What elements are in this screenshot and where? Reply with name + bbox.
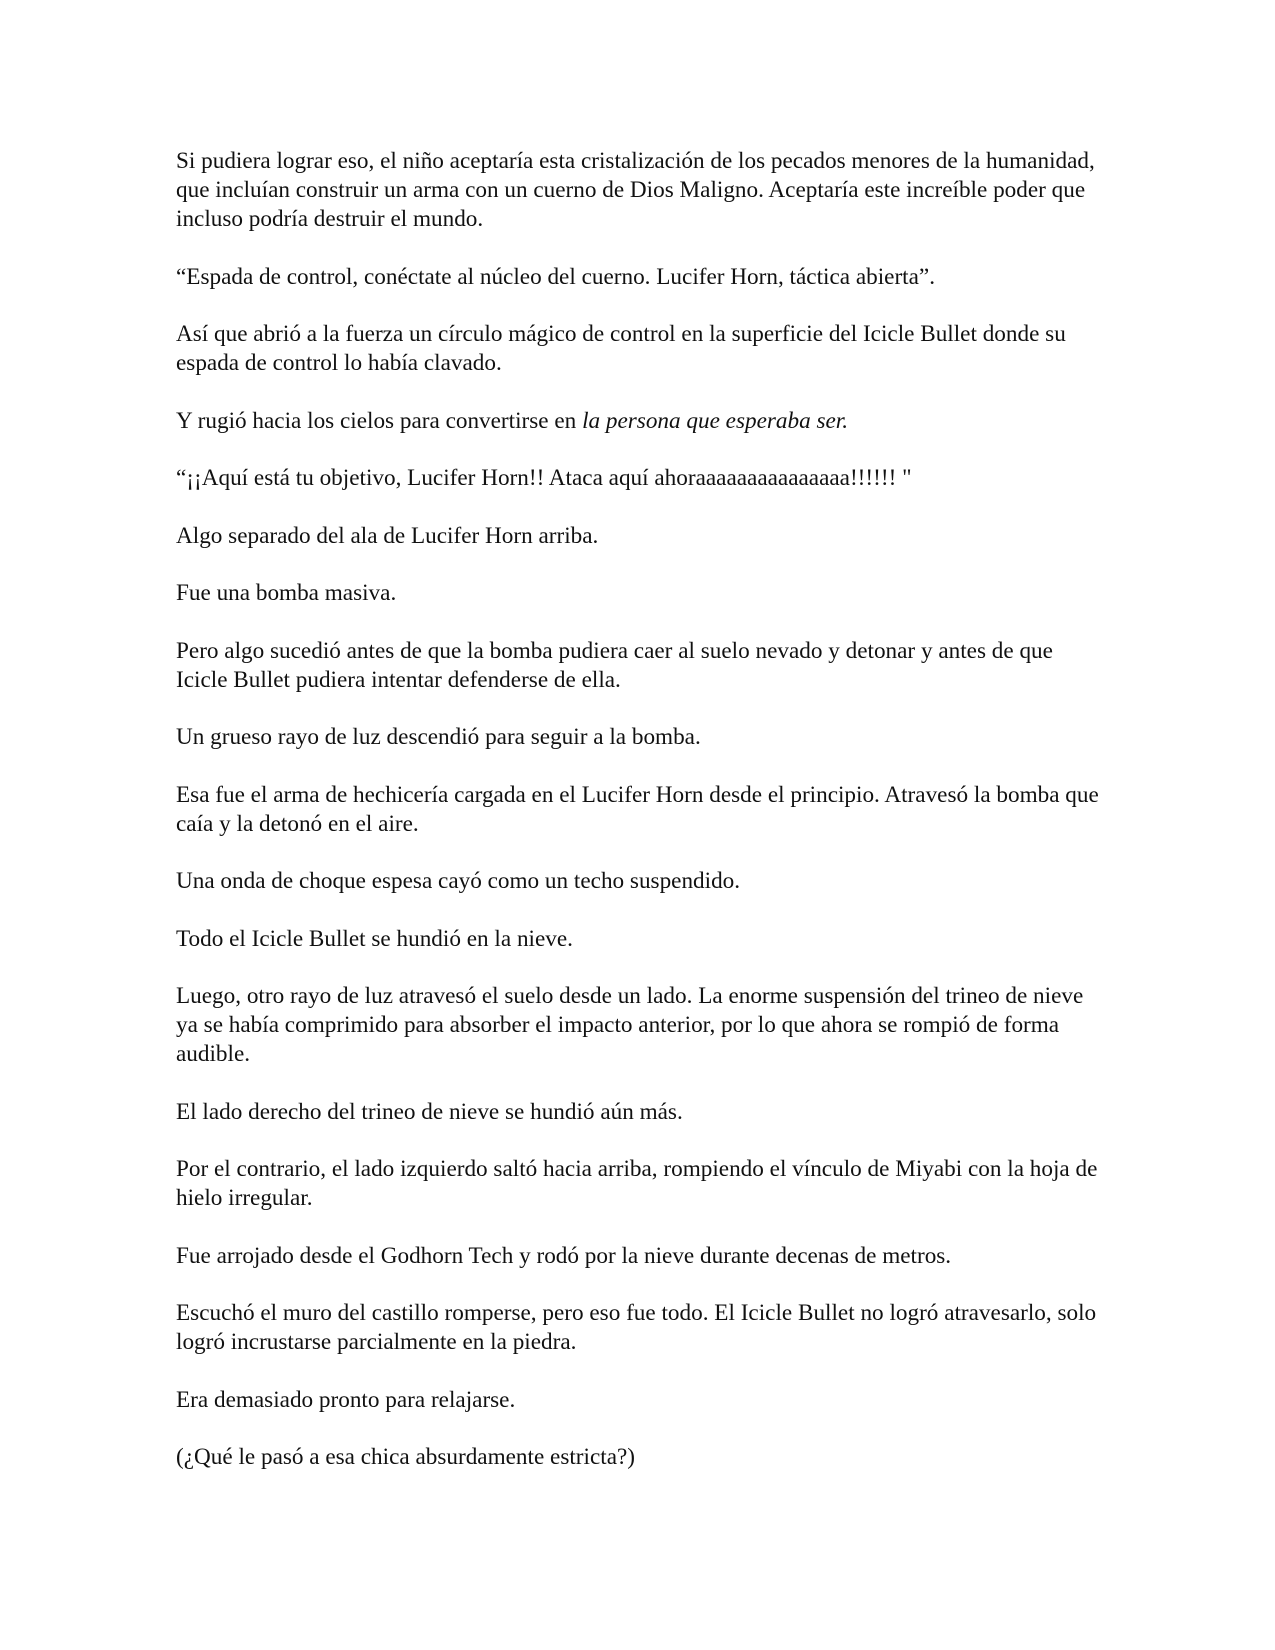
paragraph-text: Era demasiado pronto para relajarse. — [176, 1386, 516, 1413]
paragraph — [176, 982, 1100, 1069]
paragraph — [176, 1242, 1100, 1271]
paragraph-text: “¡¡Aquí está tu objetivo, Lucifer Horn!! Ataca aquí ahoraaaaaaaaaaaaaaa!!!!!! " — [176, 465, 912, 491]
paragraph — [176, 464, 1100, 493]
paragraph-text: Escuchó el muro del castillo romperse, pero eso fue todo. El Icicle Bullet no logró atravesarlo, solo logró incrustarse parcialmente en la piedra. — [176, 1300, 1097, 1355]
paragraph — [176, 867, 1100, 896]
paragraph-text: Así que abrió a la fuerza un círculo mágico de control en la superficie del Icicle Bullet donde su espada de control lo había clavado. — [176, 321, 1066, 376]
paragraph — [176, 522, 1100, 551]
body-text — [176, 147, 1100, 1501]
paragraph — [176, 147, 1100, 234]
paragraph — [176, 579, 1100, 608]
paragraph — [176, 407, 1100, 436]
paragraph-text: Por el contrario, el lado izquierdo saltó hacia arriba, rompiendo el vínculo de Miyabi con la hoja de hielo irregular. — [176, 1156, 1098, 1211]
paragraph-text: (¿Qué le pasó a esa chica absurdamente estricta?) — [176, 1444, 635, 1470]
paragraph-text: Una onda de choque espesa cayó como un techo suspendido. — [176, 868, 741, 894]
paragraph-text: Pero algo sucedió antes de que la bomba pudiera caer al suelo nevado y detonar y antes de que Icicle Bullet pudiera intentar defenderse de ella. — [176, 637, 1053, 693]
paragraph-text: Todo el Icicle Bullet se hundió en la nieve. — [176, 925, 573, 952]
paragraph — [176, 637, 1100, 695]
paragraph-text: Luego, otro rayo de luz atravesó el suelo desde un lado. La enorme suspensión del trineo de nieve ya se había comprimido para absorber el impacto anterior, por lo que ahora se rompió de forma audible. — [176, 983, 1084, 1067]
paragraph — [176, 1386, 1100, 1415]
paragraph — [176, 320, 1100, 378]
paragraph-text: Algo separado del ala de Lucifer Horn arriba. — [176, 522, 599, 549]
paragraph — [176, 925, 1100, 954]
paragraph — [176, 1098, 1100, 1127]
paragraph — [176, 1155, 1100, 1213]
paragraph — [176, 781, 1100, 839]
paragraph-text: Fue una bomba masiva. — [176, 580, 397, 606]
paragraph-text: “Espada de control, conéctate al núcleo del cuerno. Lucifer Horn, táctica abierta”. — [176, 263, 935, 290]
paragraph-text: Esa fue el arma de hechicería cargada en el Lucifer Horn desde el principio. Atravesó la bomba que caía y la detonó en el aire. — [176, 781, 1099, 837]
paragraph-text: Si pudiera lograr eso, el niño aceptaría esta cristalización de los pecados menores de la humanidad, que incluían construir un arma con un cuerno de Dios Maligno. Aceptaría este increíble poder que incluso podría destruir el mundo. — [176, 148, 1095, 232]
paragraph-text: Fue arrojado desde el Godhorn Tech y rodó por la nieve durante decenas de metros. — [176, 1242, 952, 1269]
paragraph — [176, 1299, 1100, 1357]
paragraph-text: Un grueso rayo de luz descendió para seguir a la bomba. — [176, 724, 701, 750]
paragraph — [176, 723, 1100, 752]
paragraph-text: El lado derecho del trineo de nieve se hundió aún más. — [176, 1098, 683, 1125]
paragraph — [176, 263, 1100, 292]
paragraph — [176, 1443, 1100, 1472]
paragraph-text: Y rugió hacia los cielos para convertirse en — [176, 407, 583, 434]
paragraph-italic-text: la persona que esperaba ser. — [582, 407, 849, 434]
